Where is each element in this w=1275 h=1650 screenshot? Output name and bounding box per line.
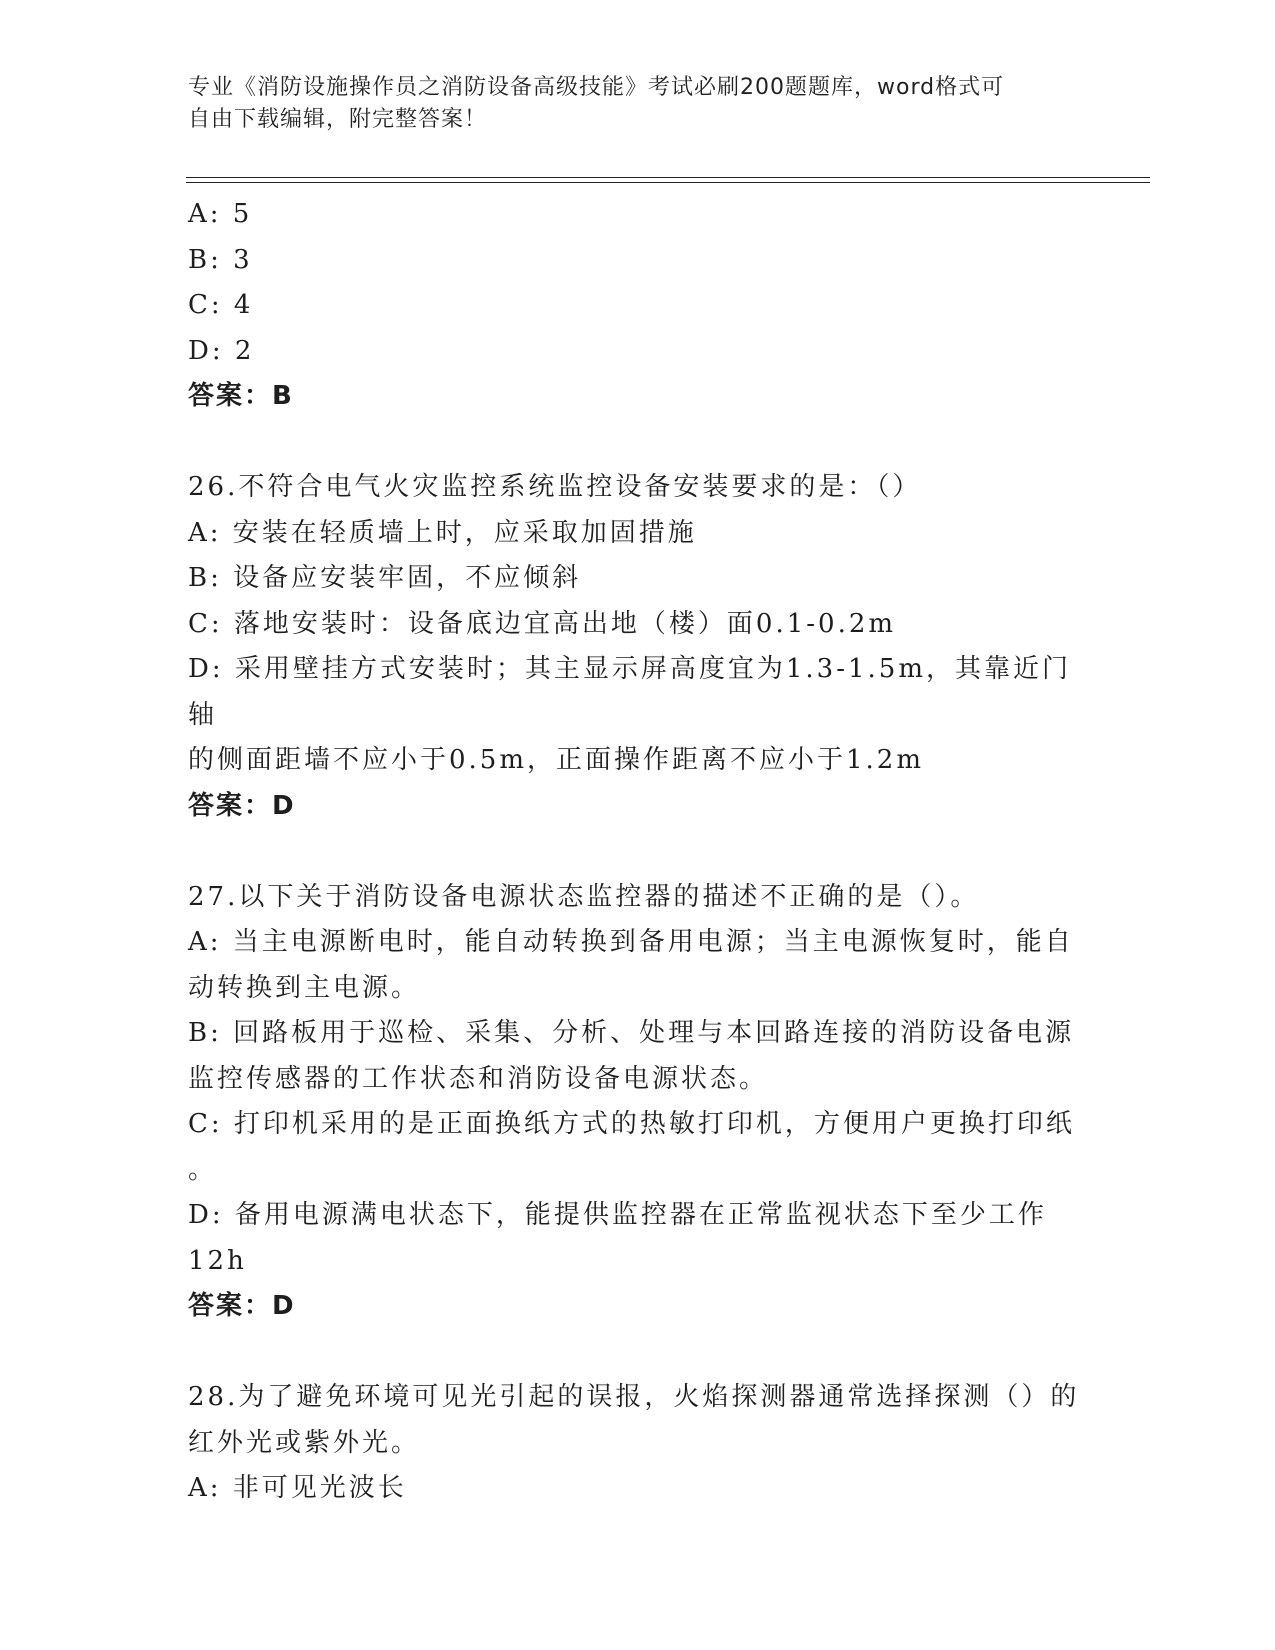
q26-option-c: C: 落地安装时：设备底边宜高出地（楼）面0.1-0.2m <box>188 608 897 639</box>
q26-option-a: A: 安装在轻质墙上时，应采取加固措施 <box>188 517 697 548</box>
header-line-1: 专业《消防设施操作员之消防设备高级技能》考试必刷200题题库，word格式可 <box>188 75 1005 100</box>
q28-stem-line-2: 红外光或紫外光。 <box>188 1427 421 1458</box>
spacer <box>188 1330 1088 1376</box>
prev-answer: 答案：B <box>188 381 294 411</box>
q26-option-d-line-2: 的侧面距墙不应小于0.5m，正面操作距离不应小于1.2m <box>188 745 925 775</box>
prev-option-d: D: 2 <box>188 335 255 366</box>
header-divider-top <box>186 177 1150 178</box>
q27-stem: 27.以下关于消防设备电源状态监控器的描述不正确的是（）。 <box>188 881 980 912</box>
document-header <box>188 72 1068 136</box>
q27-option-d-line-2: 12h <box>188 1245 247 1276</box>
q27-option-d-line-1: D: 备用电源满电状态下，能提供监控器在正常监视状态下至少工作 <box>188 1200 1047 1230</box>
q27-option-c-line-1: C: 打印机采用的是正面换纸方式的热敏打印机，方便用户更换打印纸 <box>188 1109 1075 1139</box>
q28-option-a: A: 非可见光波长 <box>188 1473 407 1503</box>
question-content <box>188 192 1088 1512</box>
q27-option-b-line-1: B: 回路板用于巡检、采集、分析、处理与本回路连接的消防设备电源 <box>188 1018 1075 1048</box>
spacer <box>188 420 1088 466</box>
spacer <box>188 829 1088 875</box>
prev-option-b: B: 3 <box>188 244 253 275</box>
prev-option-c: C: 4 <box>188 290 254 320</box>
header-divider-bottom <box>186 182 1150 183</box>
q28-stem-line-1: 28.为了避免环境可见光引起的误报，火焰探测器通常选择探测（）的 <box>188 1382 1080 1412</box>
q26-option-b: B: 设备应安装牢固，不应倾斜 <box>188 563 582 593</box>
header-line-2: 自由下载编辑，附完整答案！ <box>188 107 488 132</box>
q27-option-a-line-1: A: 当主电源断电时，能自动转换到备用电源；当主电源恢复时，能自 <box>188 927 1074 957</box>
q27-option-a-line-2: 动转换到主电源。 <box>188 972 421 1003</box>
q26-option-d-line-1: D: 采用壁挂方式安装时；其主显示屏高度宜为1.3-1.5m，其靠近门轴 <box>188 654 1072 730</box>
prev-option-a: A: 5 <box>188 199 253 229</box>
q26-stem: 26.不符合电气火灾监控系统监控设备安装要求的是：（） <box>188 472 922 502</box>
q26-answer: 答案：D <box>188 790 296 821</box>
q27-answer: 答案：D <box>188 1291 296 1321</box>
q27-option-b-line-2: 监控传感器的工作状态和消防设备电源状态。 <box>188 1063 769 1094</box>
q27-option-c-line-2: 。 <box>188 1154 218 1185</box>
